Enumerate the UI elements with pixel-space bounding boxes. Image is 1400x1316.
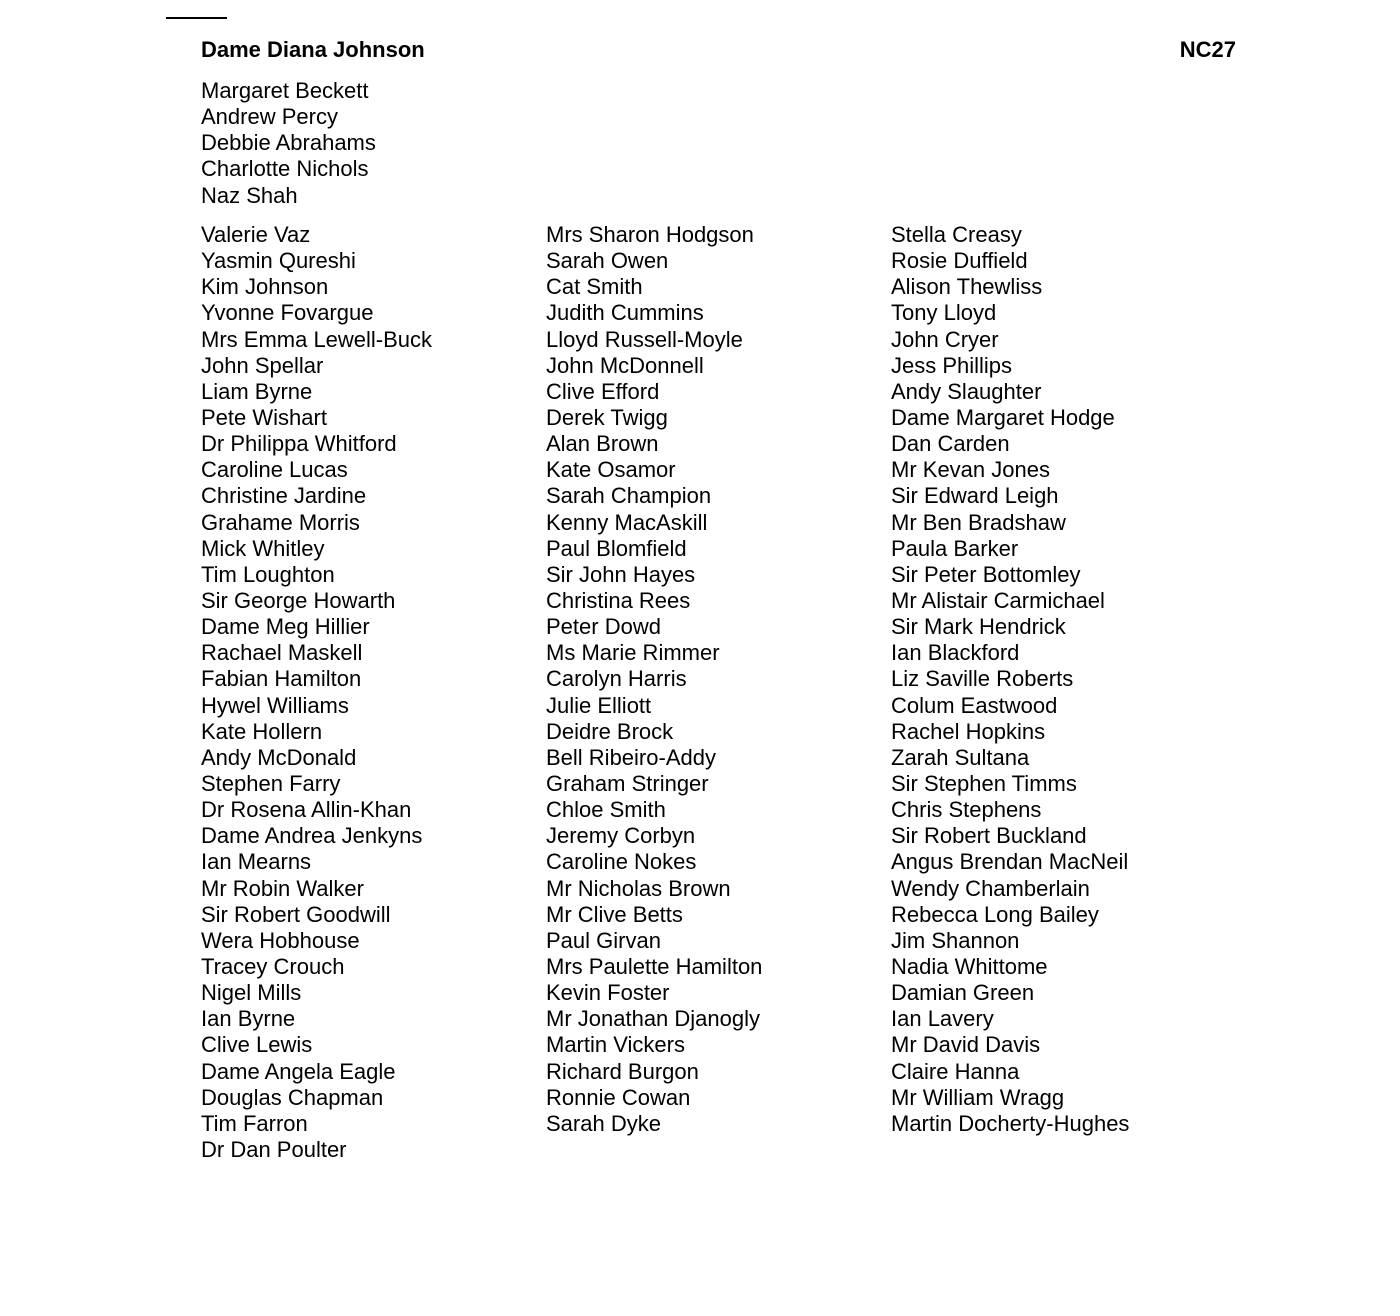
signatory-name: Rachael Maskell <box>201 640 363 666</box>
signatory-name: Rosie Duffield <box>891 248 1028 274</box>
signatory-name: Nadia Whittome <box>891 953 1048 979</box>
signatory-name: Jeremy Corbyn <box>546 823 696 849</box>
signatory-name: Mr Kevan Jones <box>891 457 1050 483</box>
signatory-name: Richard Burgon <box>546 1058 699 1084</box>
supporter-name: Naz Shah <box>201 182 298 208</box>
signatory-name: Ian Mearns <box>201 849 312 875</box>
signatory-name: Mr Nicholas Brown <box>546 875 731 901</box>
signatory-name: John McDonnell <box>546 352 704 378</box>
signatory-name: Sir Robert Goodwill <box>201 901 391 927</box>
signatory-name: Caroline Lucas <box>201 457 348 483</box>
signatory-name: Mr William Wragg <box>891 1084 1065 1110</box>
signatories-column-2 <box>546 222 762 1137</box>
signatory-name: John Spellar <box>201 352 324 378</box>
signatory-name: Hywel Williams <box>201 692 349 718</box>
signatory-name: Caroline Nokes <box>546 849 697 875</box>
signatory-name: Kim Johnson <box>201 274 329 300</box>
signatory-name: Colum Eastwood <box>891 692 1058 718</box>
signatory-name: Carolyn Harris <box>546 666 687 692</box>
supporters-list <box>201 78 376 209</box>
signatory-name: Sir John Hayes <box>546 561 696 587</box>
top-rule-divider <box>166 17 227 19</box>
signatory-name: Judith Cummins <box>546 300 704 326</box>
signatory-name: Jim Shannon <box>891 927 1020 953</box>
signatory-name: Ronnie Cowan <box>546 1084 691 1110</box>
signatory-name: Martin Vickers <box>546 1032 685 1058</box>
signatory-name: Sir Edward Leigh <box>891 483 1059 509</box>
signatory-name: Wendy Chamberlain <box>891 875 1090 901</box>
signatory-name: Dan Carden <box>891 431 1010 457</box>
signatory-name: Deidre Brock <box>546 718 674 744</box>
signatory-name: Julie Elliott <box>546 692 652 718</box>
signatory-name: John Cryer <box>891 326 999 352</box>
signatory-name: Tim Farron <box>201 1110 308 1136</box>
supporter-name: Margaret Beckett <box>201 78 369 103</box>
signatory-name: Kevin Foster <box>546 980 670 1006</box>
signatory-name: Graham Stringer <box>546 770 709 796</box>
signatory-name: Derek Twigg <box>546 404 668 430</box>
signatory-name: Dame Meg Hillier <box>201 614 370 640</box>
signatory-name: Nigel Mills <box>201 980 302 1006</box>
signatory-name: Kate Osamor <box>546 457 676 483</box>
signatory-name: Ms Marie Rimmer <box>546 640 720 666</box>
signatory-name: Tony Lloyd <box>891 300 997 326</box>
signatory-name: Mr Ben Bradshaw <box>891 509 1066 535</box>
signatory-name: Sir Stephen Timms <box>891 770 1077 796</box>
signatory-name: Yasmin Qureshi <box>201 248 356 274</box>
signatory-name: Valerie Vaz <box>201 222 311 247</box>
signatory-name: Sarah Dyke <box>546 1110 661 1136</box>
signatory-name: Ian Blackford <box>891 640 1020 666</box>
supporter-name: Andrew Percy <box>201 104 338 130</box>
signatories-column-1 <box>201 222 432 1163</box>
supporter-name: Charlotte Nichols <box>201 156 369 182</box>
signatory-name: Sir Robert Buckland <box>891 823 1087 849</box>
signatory-name: Liz Saville Roberts <box>891 666 1074 692</box>
signatory-name: Dr Philippa Whitford <box>201 431 397 457</box>
signatory-name: Zarah Sultana <box>891 744 1030 770</box>
signatory-name: Rebecca Long Bailey <box>891 901 1099 927</box>
signatory-name: Rachel Hopkins <box>891 718 1046 744</box>
signatory-name: Chris Stephens <box>891 797 1042 823</box>
lead-member-name: Dame Diana Johnson <box>201 37 425 62</box>
signatory-name: Peter Dowd <box>546 614 661 640</box>
signatory-name: Paul Blomfield <box>546 535 687 561</box>
signatory-name: Dame Margaret Hodge <box>891 404 1115 430</box>
signatory-name: Clive Lewis <box>201 1032 313 1058</box>
signatory-name: Paula Barker <box>891 535 1019 561</box>
signatory-name: Paul Girvan <box>546 927 661 953</box>
signatory-name: Kate Hollern <box>201 718 323 744</box>
signatory-name: Liam Byrne <box>201 378 313 404</box>
signatory-name: Christina Rees <box>546 587 691 613</box>
signatory-name: Stephen Farry <box>201 770 341 796</box>
signatory-name: Mrs Paulette Hamilton <box>546 953 763 979</box>
signatory-name: Andy Slaughter <box>891 378 1042 404</box>
signatory-name: Mick Whitley <box>201 535 325 561</box>
signatory-name: Andy McDonald <box>201 744 357 770</box>
signatory-name: Sir Peter Bottomley <box>891 561 1081 587</box>
signatories-column-3 <box>891 222 1129 1137</box>
signatory-name: Ian Byrne <box>201 1006 296 1032</box>
signatory-name: Douglas Chapman <box>201 1084 384 1110</box>
signatory-name: Dame Andrea Jenkyns <box>201 823 423 849</box>
signatory-name: Stella Creasy <box>891 222 1022 247</box>
signatory-name: Clive Efford <box>546 378 660 404</box>
signatory-name: Tim Loughton <box>201 561 335 587</box>
amendment-number: NC27 <box>1179 37 1236 62</box>
signatory-name: Sarah Champion <box>546 483 712 509</box>
supporter-name: Debbie Abrahams <box>201 130 376 156</box>
signatory-name: Mr Clive Betts <box>546 901 683 927</box>
signatory-name: Mr David Davis <box>891 1032 1041 1058</box>
signatory-name: Dr Rosena Allin-Khan <box>201 797 412 823</box>
signatory-name: Mr Jonathan Djanogly <box>546 1006 761 1032</box>
signatory-name: Mr Alistair Carmichael <box>891 587 1105 613</box>
signatory-name: Lloyd Russell-Moyle <box>546 326 743 352</box>
signatory-name: Grahame Morris <box>201 509 360 535</box>
signatory-name: Wera Hobhouse <box>201 927 360 953</box>
signatory-name: Martin Docherty-Hughes <box>891 1110 1130 1136</box>
signatory-name: Pete Wishart <box>201 404 327 430</box>
signatory-name: Cat Smith <box>546 274 643 300</box>
signatory-name: Fabian Hamilton <box>201 666 362 692</box>
signatory-name: Ian Lavery <box>891 1006 994 1032</box>
signatory-name: Chloe Smith <box>546 797 666 823</box>
signatory-name: Yvonne Fovargue <box>201 300 374 326</box>
signatory-name: Bell Ribeiro-Addy <box>546 744 716 770</box>
signatory-name: Angus Brendan MacNeil <box>891 849 1129 875</box>
signatory-name: Mrs Emma Lewell-Buck <box>201 326 433 352</box>
signatory-name: Sir George Howarth <box>201 587 396 613</box>
signatory-name: Mrs Sharon Hodgson <box>546 222 754 247</box>
signatory-name: Dame Angela Eagle <box>201 1058 396 1084</box>
signatory-name: Claire Hanna <box>891 1058 1020 1084</box>
signatory-name: Alison Thewliss <box>891 274 1043 300</box>
signatory-name: Damian Green <box>891 980 1035 1006</box>
signatory-name: Sir Mark Hendrick <box>891 614 1066 640</box>
signatory-name: Christine Jardine <box>201 483 367 509</box>
signatory-name: Mr Robin Walker <box>201 875 364 901</box>
signatory-name: Jess Phillips <box>891 352 1013 378</box>
signatory-name: Sarah Owen <box>546 248 669 274</box>
signatory-name: Alan Brown <box>546 431 659 457</box>
signatory-name: Tracey Crouch <box>201 953 345 979</box>
signatory-name: Dr Dan Poulter <box>201 1136 347 1162</box>
signatory-name: Kenny MacAskill <box>546 509 708 535</box>
